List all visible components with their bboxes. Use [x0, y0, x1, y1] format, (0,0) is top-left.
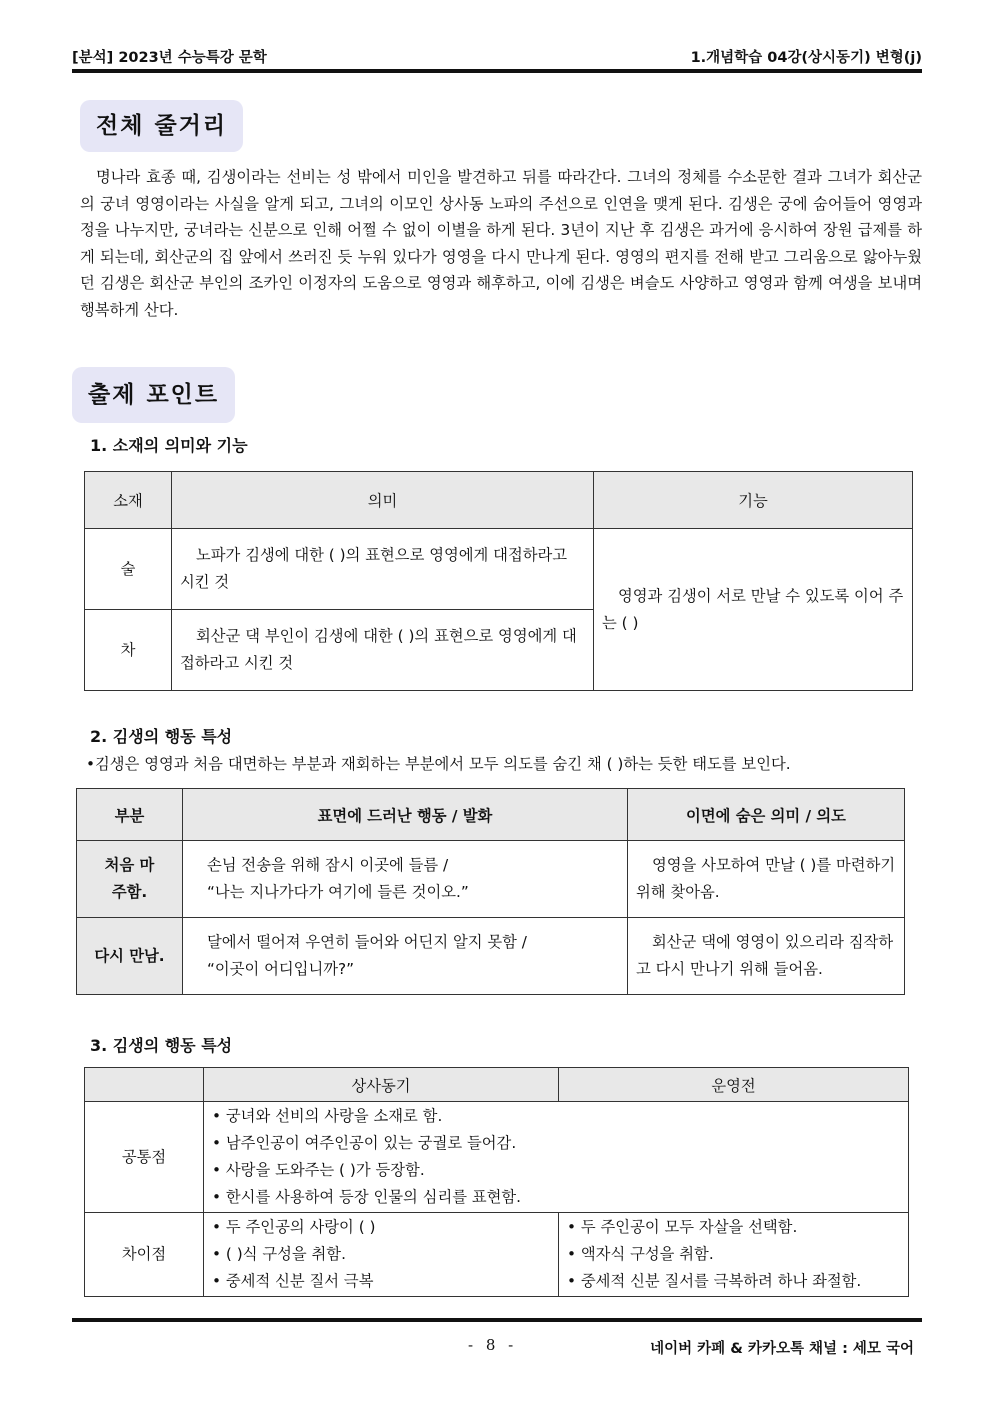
- list-item: • 중세적 신분 질서 극복: [212, 1268, 550, 1295]
- list-item: • 궁녀와 선비의 사랑을 소재로 함.: [212, 1103, 900, 1130]
- table-header: 의미: [172, 472, 594, 529]
- table-cell-surface: [183, 841, 628, 918]
- table-header: 기능: [594, 472, 913, 529]
- subheading-1: 1. 소재의 의미와 기능: [90, 436, 248, 455]
- section-title-points: 출제 포인트: [72, 367, 235, 423]
- table-header: 표면에 드러난 행동 / 발화: [183, 789, 628, 841]
- comparison-table: [84, 1067, 909, 1297]
- table-header: 부분: [77, 789, 183, 841]
- subheading-3: 3. 김생의 행동 특성: [90, 1036, 233, 1055]
- row-label-diff: 차이점: [85, 1213, 204, 1297]
- section-title-summary: 전체 줄거리: [80, 100, 243, 152]
- surface-line-1: 달에서 떨어져 우연히 들어와 어딘지 알지 못함 /: [207, 933, 527, 951]
- page-number: - 8 -: [468, 1336, 518, 1354]
- list-item: • 한시를 사용하여 등장 인물의 심리를 표현함.: [212, 1184, 900, 1211]
- table-cell-diff-a: [204, 1213, 559, 1297]
- table-cell-part: 처음 마주함.: [77, 841, 183, 918]
- footer-rule: [72, 1318, 922, 1322]
- table-cell-hidden: 영영을 사모하여 만날 ( )를 마련하기 위해 찾아옴.: [628, 841, 905, 918]
- table-header: 이면에 숨은 의미 / 의도: [628, 789, 905, 841]
- table-cell-common: [204, 1102, 909, 1213]
- table-cell-part: 다시 만남.: [77, 918, 183, 995]
- list-item: • 중세적 신분 질서를 극복하려 하나 좌절함.: [567, 1268, 900, 1295]
- table-cell-function: 영영과 김생이 서로 만날 수 있도록 이어 주는 ( ): [594, 529, 913, 691]
- table-cell-item: 차: [85, 610, 172, 691]
- table-header: [85, 1068, 204, 1102]
- material-table: [84, 471, 913, 691]
- subheading-2: 2. 김생의 행동 특성: [90, 727, 233, 746]
- header-right: 1.개념학습 04강(상시동기) 변형(j): [690, 50, 922, 66]
- table-header: 운영전: [559, 1068, 909, 1102]
- table-cell-diff-b: [559, 1213, 909, 1297]
- behavior-note: •김생은 영영과 처음 대면하는 부분과 재회하는 부분에서 모두 의도를 숨긴 채 ( )하는 듯한 태도를 보인다.: [86, 755, 791, 773]
- table-cell-meaning: 노파가 김생에 대한 ( )의 표현으로 영영에게 대접하라고 시킨 것: [172, 529, 594, 610]
- behavior-table: [76, 788, 905, 995]
- table-header: 소재: [85, 472, 172, 529]
- surface-line-1: 손님 전송을 위해 잠시 이곳에 들름 /: [207, 856, 449, 874]
- surface-line-2: “이곳이 어디입니까?”: [207, 960, 355, 978]
- table-cell-hidden: 회산군 댁에 영영이 있으리라 짐작하고 다시 만나기 위해 들어옴.: [628, 918, 905, 995]
- list-item: • 두 주인공의 사랑이 ( ): [212, 1214, 550, 1241]
- footer-right: 네이버 카페 & 카카오톡 채널 : 세모 국어: [650, 1341, 914, 1357]
- table-cell-item: 술: [85, 529, 172, 610]
- list-item: • 사랑을 도와주는 ( )가 등장함.: [212, 1157, 900, 1184]
- list-item: • 액자식 구성을 취함.: [567, 1241, 900, 1268]
- table-cell-meaning: 회산군 댁 부인이 김생에 대한 ( )의 표현으로 영영에게 대접하라고 시킨 것: [172, 610, 594, 691]
- surface-line-2: “나는 지나가다가 여기에 들른 것이오.”: [207, 883, 469, 901]
- table-header: 상사동기: [204, 1068, 559, 1102]
- header-rule: [72, 69, 922, 73]
- summary-paragraph: 명나라 효종 때, 김생이라는 선비는 성 밖에서 미인을 발견하고 뒤를 따라간다. 그녀의 정체를 수소문한 결과 그녀가 회산군의 궁녀 영영이라는 사실을 알게 되고, 그녀의 이모인 상사동 노파의 주선으로 인연을 맺게 된다. 김생은 궁에 숨어들어 영영과 정을 나누지만, 궁녀라는 신분으로 인해 어쩔 수 없이 이별을 하게 된다. 3년이 지난 후 김생은 과거에 응시하여 장원 급제를 하게 되는데, 회산군의 집 앞에서 쓰러진 듯 누워 있다가 영영을 다시 만나게 된다. 영영의 편지를 전해 받고 그리움으로 앓아누웠던 김생은 회산군 부인의 조카인 이정자의 도움으로 영영과 해후하고, 이에 김생은 벼슬도 사양하고 영영과 함께 여생을 보내며 행복하게 산다.: [80, 168, 922, 319]
- row-label-common: 공통점: [85, 1102, 204, 1213]
- header-left: [분석] 2023년 수능특강 문학: [72, 50, 267, 66]
- list-item: • 두 주인공이 모두 자살을 선택함.: [567, 1214, 900, 1241]
- list-item: • ( )식 구성을 취함.: [212, 1241, 550, 1268]
- list-item: • 남주인공이 여주인공이 있는 궁궐로 들어감.: [212, 1130, 900, 1157]
- table-cell-surface: [183, 918, 628, 995]
